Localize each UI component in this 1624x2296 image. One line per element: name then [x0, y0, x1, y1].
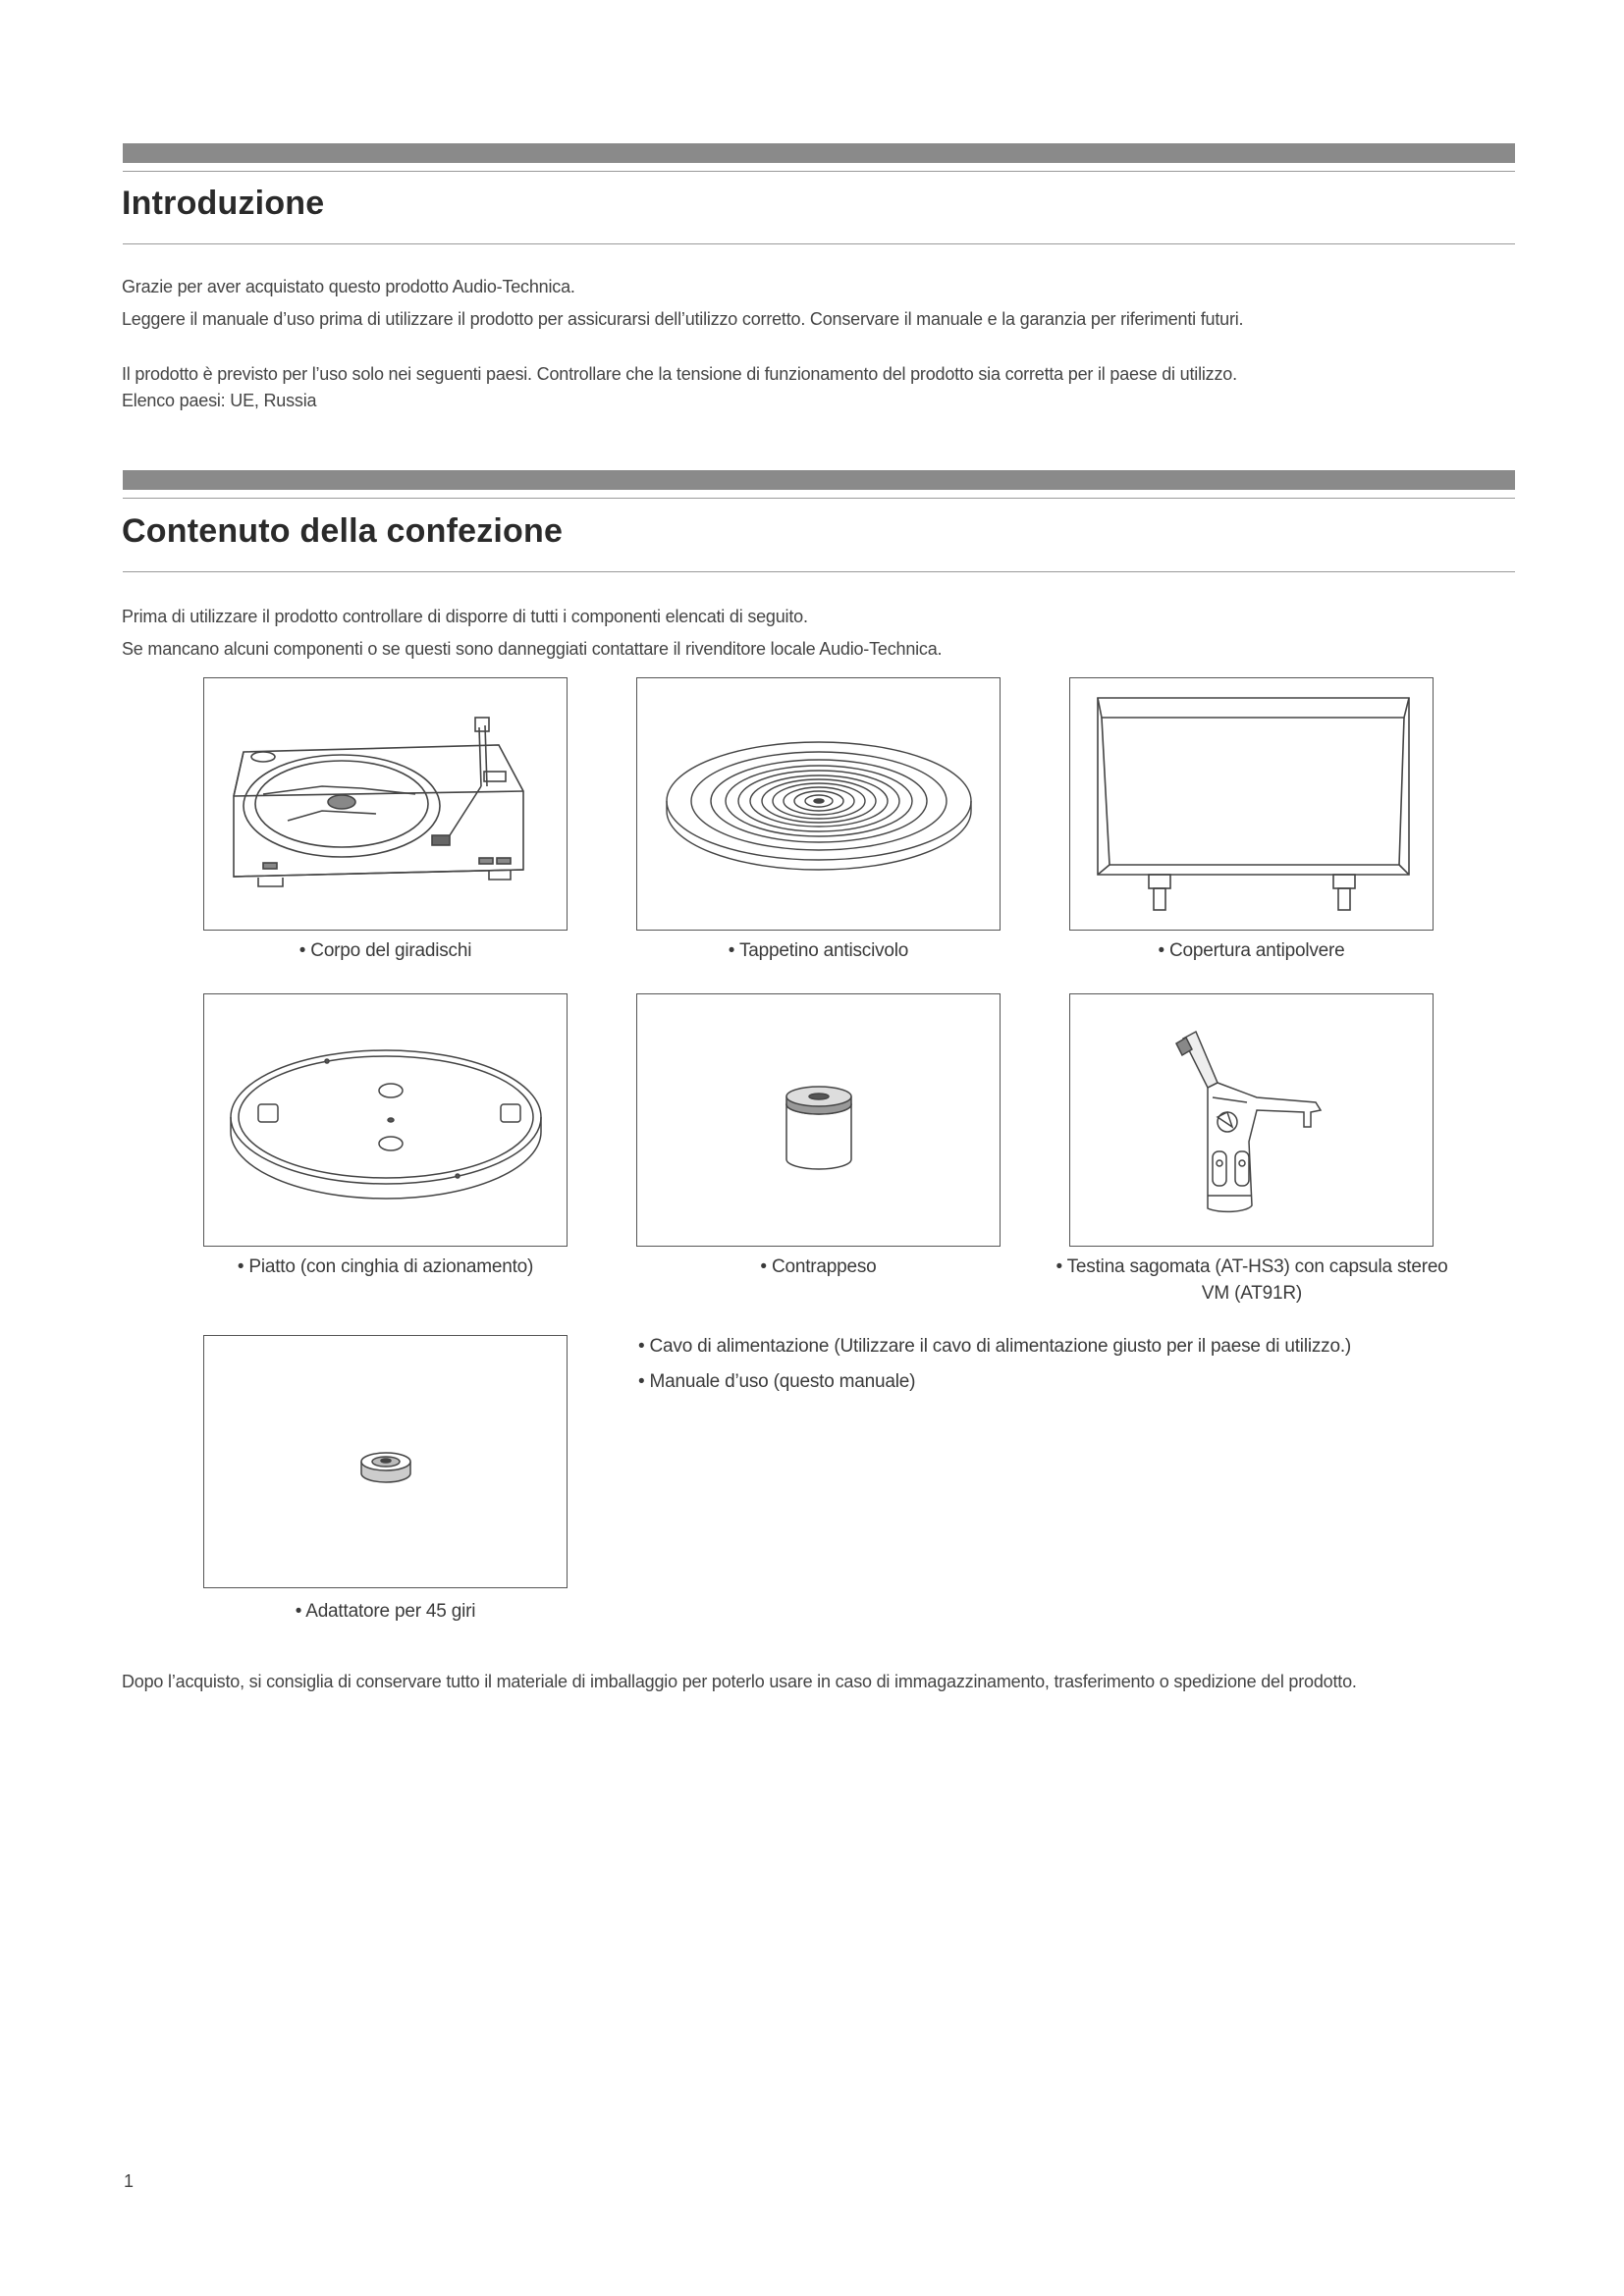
caption-slip-mat: • Tappetino antiscivolo: [728, 940, 909, 961]
caption-platter: • Piatto (con cinghia di azionamento): [237, 1256, 534, 1277]
headshell-icon: [1070, 994, 1435, 1248]
counterweight-figure: [636, 993, 1001, 1247]
platter-figure: [203, 993, 568, 1247]
extra-item-manual: • Manuale d’uso (questo manuale): [638, 1371, 916, 1392]
dust-cover-figure: [1069, 677, 1434, 931]
slip-mat-icon: [637, 678, 1001, 932]
adapter-45-figure: [203, 1335, 568, 1588]
intro-line-3: Il prodotto è previsto per l’uso solo nei seguenti paesi. Controllare che la tensione di funzionamento del prodotto sia corretta per il paese di utilizzo.: [122, 364, 1237, 384]
caption-adapter-45: • Adattatore per 45 giri: [295, 1601, 476, 1622]
slip-mat-figure: [636, 677, 1001, 931]
contents-line-1: Prima di utilizzare il prodotto controllare di disporre di tutti i componenti elencati di seguito.: [122, 607, 808, 626]
caption-turntable-body: • Corpo del giradischi: [298, 940, 472, 961]
section-rule-intro-bottom: [123, 243, 1515, 244]
section-rule-intro-top: [123, 171, 1515, 172]
caption-dust-cover: • Copertura antipolvere: [1158, 940, 1345, 961]
section-rule-contents-top: [123, 498, 1515, 499]
page-number: 1: [124, 2171, 135, 2191]
caption-headshell: [1046, 1254, 1458, 1307]
intro-line-2: Leggere il manuale d’uso prima di utilizzare il prodotto per assicurarsi dell’utilizzo corretto. Conservare il manuale e la garanzia per riferimenti futuri.: [122, 309, 1244, 329]
dust-cover-icon: [1070, 678, 1435, 932]
turntable-body-figure: [203, 677, 568, 931]
contents-title: Contenuto della confezione: [122, 512, 564, 550]
caption-headshell-line-2: VM (AT91R): [1201, 1283, 1303, 1304]
intro-line-1: Grazie per aver acquistato questo prodotto Audio-Technica.: [122, 277, 575, 296]
contents-line-2: Se mancano alcuni componenti o se questi sono danneggiati contattare il rivenditore locale Audio-Technica.: [122, 639, 943, 659]
turntable-body-icon: [204, 678, 568, 932]
platter-icon: [204, 994, 568, 1248]
intro-title: Introduzione: [122, 185, 325, 222]
packaging-note: Dopo l’acquisto, si consiglia di conservare tutto il materiale di imballaggio per poterlo usare in caso di immagazzinamento, trasferimento o spedizione del prodotto.: [122, 1672, 1357, 1691]
extra-item-power-cable: • Cavo di alimentazione (Utilizzare il cavo di alimentazione giusto per il paese di utilizzo.): [638, 1336, 1352, 1357]
caption-headshell-line-1: • Testina sagomata (AT-HS3) con capsula stereo: [1056, 1256, 1448, 1277]
counterweight-icon: [637, 994, 1001, 1248]
adapter-45-icon: [204, 1336, 568, 1589]
headshell-figure: [1069, 993, 1434, 1247]
section-bar-intro: [123, 143, 1515, 163]
section-bar-contents: [123, 470, 1515, 490]
section-rule-contents-bottom: [123, 571, 1515, 572]
caption-counterweight: • Contrappeso: [760, 1256, 877, 1277]
intro-line-4: Elenco paesi: UE, Russia: [122, 391, 317, 410]
